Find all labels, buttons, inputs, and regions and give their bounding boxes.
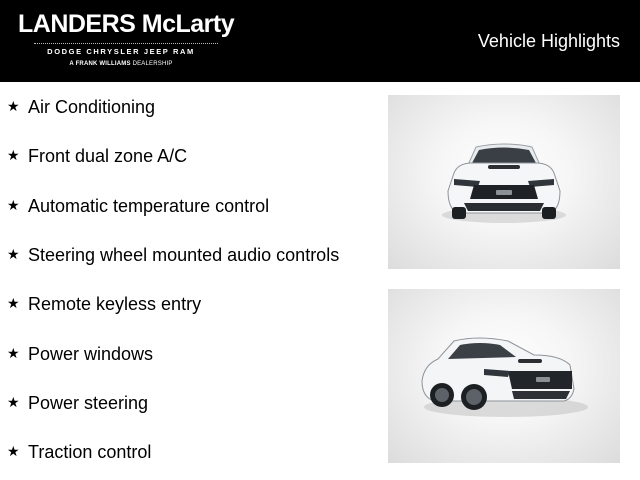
feature-label: Power steering	[28, 393, 149, 413]
feature-item	[0, 242, 380, 272]
star-icon: ★	[7, 148, 20, 164]
feature-label: Automatic temperature control	[28, 196, 270, 216]
logo-tagline	[18, 61, 224, 67]
star-icon: ★	[7, 346, 20, 362]
feature-item	[0, 143, 380, 173]
feature-label: Traction control	[28, 442, 152, 462]
feature-item	[0, 341, 380, 371]
feature-item	[0, 94, 380, 124]
vehicle-photo-front[interactable]	[388, 95, 620, 269]
feature-label: Front dual zone A/C	[28, 146, 188, 166]
logo-divider	[34, 43, 218, 44]
star-icon: ★	[7, 198, 20, 214]
logo-brands: DODGE CHRYSLER JEEP RAM	[47, 47, 195, 56]
vehicle-photo-side[interactable]	[388, 289, 620, 463]
car-side-image	[388, 289, 620, 463]
feature-item	[0, 193, 380, 223]
page-title: Vehicle Highlights	[477, 31, 620, 51]
star-icon: ★	[7, 444, 20, 460]
feature-label: Power windows	[28, 344, 154, 364]
feature-label: Air Conditioning	[28, 97, 156, 117]
feature-label: Remote keyless entry	[28, 294, 202, 314]
feature-item	[0, 291, 380, 321]
star-icon: ★	[7, 99, 20, 115]
feature-label: Steering wheel mounted audio controls	[28, 245, 340, 265]
feature-item	[0, 390, 380, 420]
dealer-logo[interactable]	[18, 10, 235, 74]
star-icon: ★	[7, 247, 20, 263]
logo-tagline-bold: A FRANK WILLIAMS	[69, 61, 131, 67]
logo-wordmark: LANDERS McLarty	[18, 10, 235, 38]
car-front-image	[388, 95, 620, 269]
header-bar	[0, 0, 640, 82]
star-icon: ★	[7, 395, 20, 411]
logo-tagline-rest: DEALERSHIP	[130, 61, 173, 67]
star-icon: ★	[7, 296, 20, 312]
feature-item	[0, 439, 380, 469]
